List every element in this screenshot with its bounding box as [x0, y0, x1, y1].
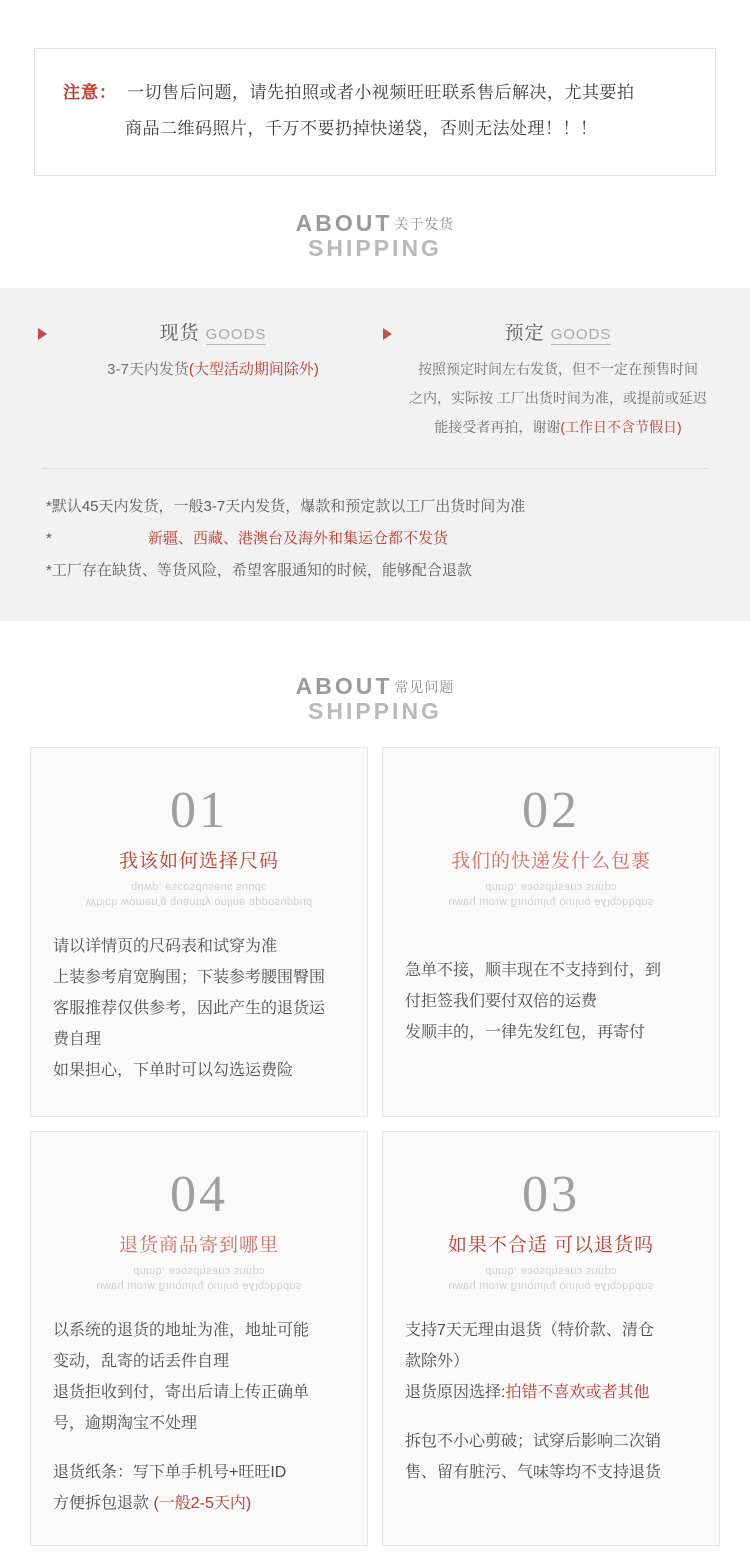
notice-line-2: 商品二维码照片，千万不要扔掉快递袋，否则无法处理！！！: [125, 119, 598, 138]
faq-answer-line: 客服推荐仅供参考，因此产生的退货运: [53, 1000, 326, 1017]
shipping-col-preorder: [375, 318, 720, 442]
shipping-note-2-star: *: [46, 530, 52, 547]
faq-heading-en-top: ABOUT: [295, 673, 393, 699]
preorder-line-3-red: (工作日不含节假日): [560, 419, 682, 435]
faq-answer-line: 退货拒收到付，寄出后请上传正确单: [53, 1384, 310, 1401]
faq-answer-reason-plain: 退货原因选择:: [405, 1384, 506, 1401]
faq-answer-line: 费自理: [53, 1031, 102, 1048]
shipping-note-2: [46, 523, 704, 555]
faq-heading-en-bottom: SHIPPING: [308, 698, 442, 724]
faq-number: 04: [170, 1166, 228, 1223]
faq-answer-line: 发顺丰的，一律先发红包，再寄付: [405, 1024, 646, 1041]
preorder-text: [404, 355, 712, 442]
faq-ghost-line-1: uʍɐɥ ɯoɹʍ ƃɹuoɯlnɟ ouılno ǝʎʇqɔbbdns: [448, 1280, 654, 1292]
preorder-title: [404, 318, 712, 345]
preorder-title-en: GOODS: [550, 326, 612, 343]
faq-answer-line: 如果担心，下单时可以勾选运费险: [53, 1062, 294, 1079]
in-stock-text-red: (大型活动期间除外): [188, 361, 319, 378]
shipping-col-in-stock: [30, 318, 375, 442]
heading-cn: 关于发货: [394, 216, 455, 232]
faq-answer-note-2-plain: 方便拆包退款: [53, 1495, 154, 1512]
faq-ghost-line-1: uʍɐɥ ɯoɹʍ ƃɹuoɯlnɟ ouılno ǝʎʇqɔbbdns: [96, 1280, 302, 1292]
notice-section: [0, 0, 750, 176]
notice-box: [34, 48, 716, 176]
faq-answer-reason: [405, 1377, 697, 1408]
notice-text-1: 一切售后问题，请先拍照或者小视频旺旺联系售后解决，尤其要拍: [127, 83, 635, 102]
faq-number: 03: [522, 1166, 580, 1223]
shipping-note-1: *默认45天内发货，一般3-7天内发货，爆款和预定款以工厂出货时间为准: [46, 498, 526, 515]
shipping-notes: [0, 491, 750, 587]
preorder-line-3-plain: 能接受者再拍，谢谢: [434, 419, 561, 435]
faq-ghost-text: [53, 879, 345, 909]
faq-answer-line: 请以详情页的尺码表和试穿为准: [53, 938, 278, 955]
faq-ghost-line-2: dnmb, ǝɔosdnsǝnɔ snnpɔ: [133, 1265, 265, 1277]
faq-ghost-text: [53, 1263, 345, 1293]
faq-ghost-text: [405, 879, 697, 909]
in-stock-text-plain: 3-7天内发货: [107, 361, 189, 378]
notice-line-1: [63, 75, 687, 111]
faq-answer: [405, 955, 697, 1048]
shipping-note-3: *工厂存在缺货、等货风险，希望客服通知的时候，能够配合退款: [46, 562, 472, 579]
faq-answer: [53, 1315, 345, 1519]
preorder-line-2: 之内，实际按 工厂出货时间为准，或提前或延迟: [409, 390, 707, 406]
faq-number: 01: [170, 782, 228, 839]
faq-ghost-line-2: quwp, escosduseuc suudc: [131, 881, 267, 893]
faq-answer-line: 支持7天无理由退货（特价款、清仓: [405, 1322, 654, 1339]
divider: [42, 468, 708, 469]
faq-answer-line: 付拒签我们要付双倍的运费: [405, 993, 598, 1010]
heading-en-bottom: SHIPPING: [308, 235, 442, 261]
triangle-bullet-icon: [38, 328, 47, 340]
faq-answer-line: 售、留有脏污、气味等均不支持退货: [405, 1464, 662, 1481]
faq-answer-line: 款除外）: [405, 1353, 470, 1370]
faq-answer-note-1: 退货纸条：写下单手机号+旺旺ID: [53, 1464, 287, 1481]
faq-answer-line: 变动，乱寄的话丢件自理: [53, 1353, 230, 1370]
faq-card-03: [382, 1131, 720, 1546]
section-heading-shipping: [0, 176, 750, 288]
faq-ghost-line-1: Which women'g quantity online apposuppud: [85, 896, 313, 908]
faq-answer-line: 拆包不小心剪破；试穿后影响二次销: [405, 1433, 662, 1450]
faq-card-01: [30, 747, 368, 1117]
faq-answer-note-2: [53, 1488, 345, 1519]
faq-answer: [53, 931, 345, 1086]
faq-section: [0, 747, 750, 1560]
faq-ghost-line-2: dnmb, ǝɔosdnsǝnɔ snnpɔ: [485, 881, 617, 893]
faq-answer-line: 急单不接，顺丰现在不支持到付，到: [405, 962, 662, 979]
faq-card-02: [382, 747, 720, 1117]
faq-card-04: [30, 1131, 368, 1546]
faq-question: 如果不合适 可以退货吗: [447, 1235, 655, 1256]
preorder-line-3: [404, 413, 712, 442]
faq-question: 我们的快递发什么包裹: [450, 851, 651, 872]
shipping-note-no-delivery-regions: 新疆、西藏、港澳台及海外和集运仓都不发货: [148, 530, 449, 547]
faq-ghost-text: [405, 1263, 697, 1293]
triangle-bullet-icon: [383, 328, 392, 340]
in-stock-text: [59, 355, 367, 384]
in-stock-title-en: GOODS: [205, 326, 267, 343]
shipping-info-block: [0, 288, 750, 621]
faq-heading-cn: 常见问题: [394, 679, 455, 695]
faq-answer-note-2-red: (一般2-5天内): [153, 1495, 252, 1512]
faq-answer-line: 号，逾期淘宝不处理: [53, 1415, 198, 1432]
faq-answer-line: 以系统的退货的地址为准，地址可能: [53, 1322, 310, 1339]
section-heading-faq: [0, 621, 750, 747]
faq-ghost-line-2: dnmb, ǝɔosdnsǝnɔ snnpɔ: [485, 1265, 617, 1277]
faq-answer: [405, 1315, 697, 1488]
faq-ghost-line-1: uʍɐɥ ɯoɹʍ ƃɹuoɯlnɟ ouılno ǝʎʇqɔbbdns: [448, 896, 654, 908]
in-stock-title: [59, 318, 367, 345]
faq-question: 退货商品寄到哪里: [118, 1235, 279, 1256]
in-stock-title-cn: 现货: [159, 323, 200, 344]
preorder-title-cn: 预定: [504, 323, 545, 344]
heading-en-top: ABOUT: [295, 210, 393, 236]
notice-label: 注意：: [63, 83, 117, 102]
faq-question: 我该如何选择尺码: [118, 851, 279, 872]
preorder-line-1: 按照预定时间左右发货，但不一定在预售时间: [418, 361, 698, 377]
faq-number: 02: [522, 782, 580, 839]
faq-answer-line: 上装参考肩宽胸围；下装参考腰围臀围: [53, 969, 326, 986]
faq-answer-reason-red: 拍错不喜欢或者其他: [505, 1384, 650, 1401]
